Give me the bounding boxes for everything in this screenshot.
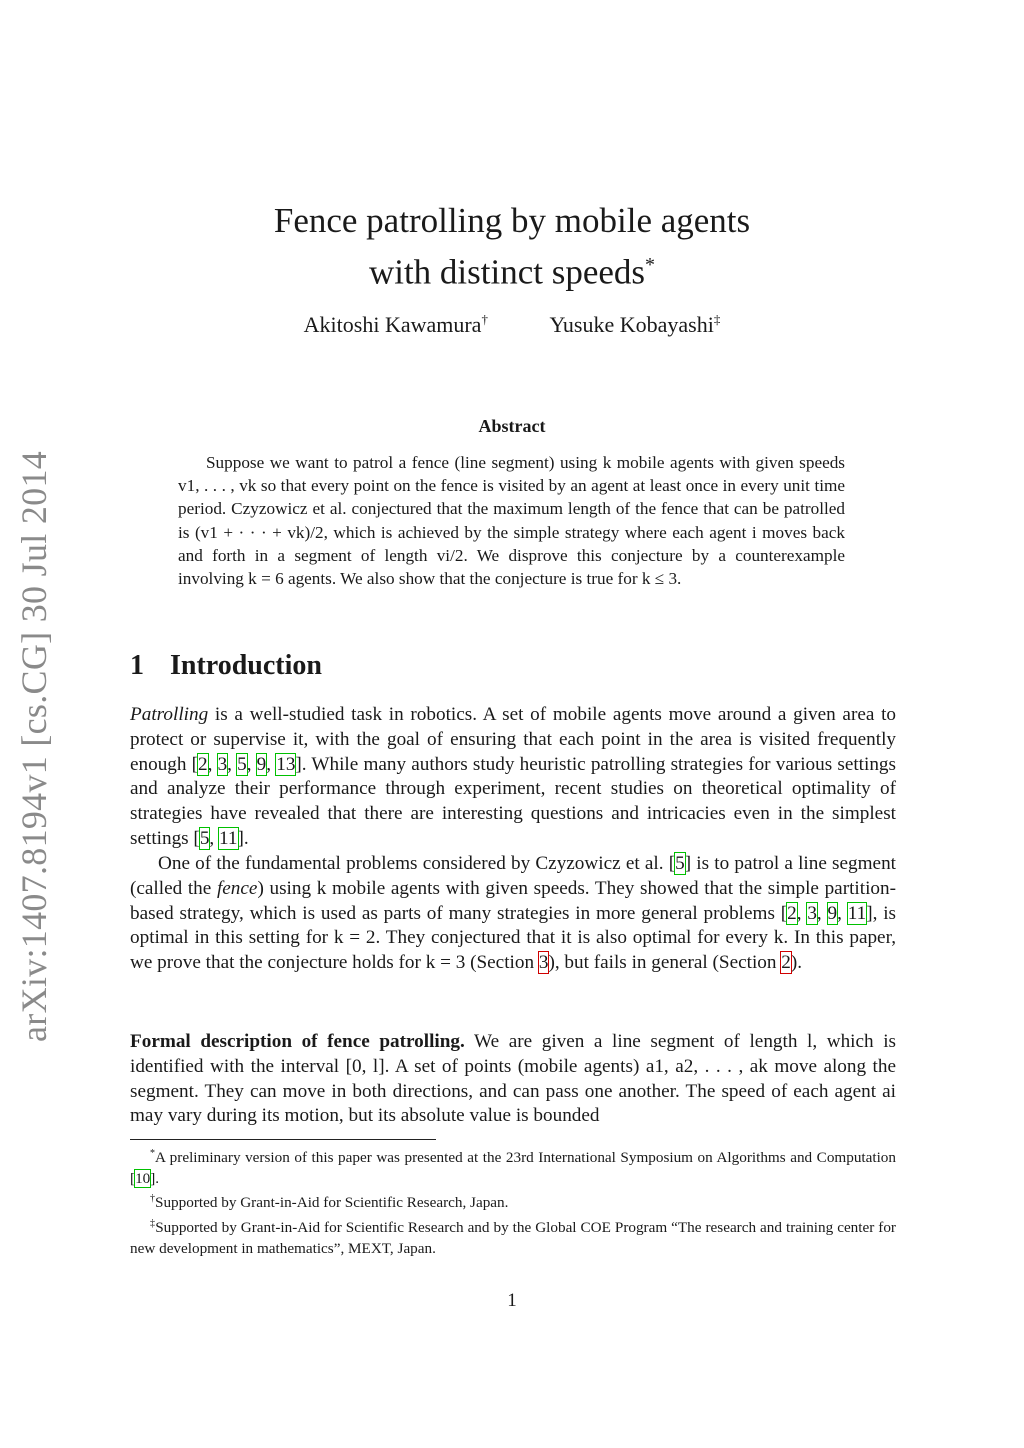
footnote-2: †Supported by Grant-in-Aid for Scientific Research, Japan. <box>150 1193 509 1212</box>
paragraph-3: Formal description of fence patrolling. We are given a line segment of length l, which is identified with the interval [0, l]. A set of points (mobile agents) a1, a2, . . . , ak move along the segment. They can move in both directions, and can pass one another. The speed of each agent ai may vary during its motion, but its absolute value is bounded <box>130 1031 896 1127</box>
citation-link[interactable]: 9 <box>256 753 267 775</box>
author-1: Akitoshi Kawamura† <box>303 312 488 338</box>
paper-title <box>0 198 1024 295</box>
citation-link[interactable]: 2 <box>198 753 208 775</box>
footnote-divider <box>130 1139 436 1140</box>
citation-link[interactable]: 5 <box>675 853 685 874</box>
citation-link[interactable]: 3 <box>807 902 817 924</box>
citation-link[interactable]: 9 <box>827 902 838 924</box>
page-number: 1 <box>507 1290 517 1311</box>
citation-link[interactable]: 11 <box>847 902 867 924</box>
abstract-text: Suppose we want to patrol a fence (line segment) using k mobile agents with given speeds v1, . . . , vk so that every point on the fence is visited by an agent at least once in every unit time period. Czyzowicz et al. conjectured that the maximum length of the fence that can be patrolled is (v1 + · · · + vk)/2, which is achieved by the simple strategy where each agent i moves back and forth in a segment of length vi/2. We disprove this conjecture by a counterexample involving k = 6 agents. We also show that the conjecture is true for k ≤ 3. <box>178 453 845 589</box>
citation-link[interactable]: 5 <box>237 753 247 775</box>
abstract-heading: Abstract <box>478 416 546 436</box>
section-link[interactable]: 2 <box>781 952 791 974</box>
citation-link[interactable]: 2 <box>787 902 797 924</box>
paragraph-1: Patrolling is a well-studied task in robotics. A set of mobile agents move around a given area to protect or supervise it, with the goal of ensuring that each point in the area is visited frequently enough [2, 3, 5, 9, 13]. While many authors study heuristic patrolling strategies for various settings and analyze their performance through experiment, recent studies on theoretical optimality of strategies have revealed that there are interesting questions and intricacies even in the simplest settings [5, 11]. <box>130 704 896 849</box>
section-number: 1 <box>130 650 144 681</box>
citation-link[interactable]: 3 <box>217 753 228 775</box>
footnote-3: ‡Supported by Grant-in-Aid for Scientific Research and by the Global COE Program “The research and training center for new development in mathematics”, MEXT, Japan. <box>130 1217 896 1257</box>
footnotes <box>130 1144 896 1259</box>
footnote-1: *A preliminary version of this paper was presented at the 23rd International Symposium on Algorithms and Computation [10]. <box>130 1148 896 1187</box>
title-line-2: with distinct speeds* <box>368 252 656 292</box>
title-line-1: Fence patrolling by mobile agents <box>273 201 751 240</box>
paragraph-heading: Formal description of fence patrolling. <box>130 1031 465 1052</box>
paragraph-2: One of the fundamental problems considered by Czyzowicz et al. [5] is to patrol a line segment (called the fence) using k mobile agents with given speeds. They showed that the simple partition-based strategy, which is used as parts of many strategies in more general problems [2, 3, 9, 11], is optimal in this setting for k = 2. They conjectured that it is also optimal for every k. In this paper, we prove that the conjecture holds for k = 3 (Section 3), but fails in general (Section 2). <box>130 853 897 974</box>
citation-link[interactable]: 11 <box>219 827 238 849</box>
arxiv-identifier: arXiv:1407.8194v1 [cs.CG] 30 Jul 2014 <box>14 450 54 1042</box>
title-footnote-mark: * <box>645 254 656 276</box>
section-title: Introduction <box>170 650 322 681</box>
citation-link[interactable]: 10 <box>135 1169 151 1187</box>
author-2: Yusuke Kobayashi‡ <box>549 312 721 338</box>
citation-link[interactable]: 13 <box>276 753 296 775</box>
citation-link[interactable]: 5 <box>199 827 210 849</box>
section-heading <box>130 650 322 682</box>
section-link[interactable]: 3 <box>538 952 549 974</box>
author-list <box>0 312 1024 338</box>
